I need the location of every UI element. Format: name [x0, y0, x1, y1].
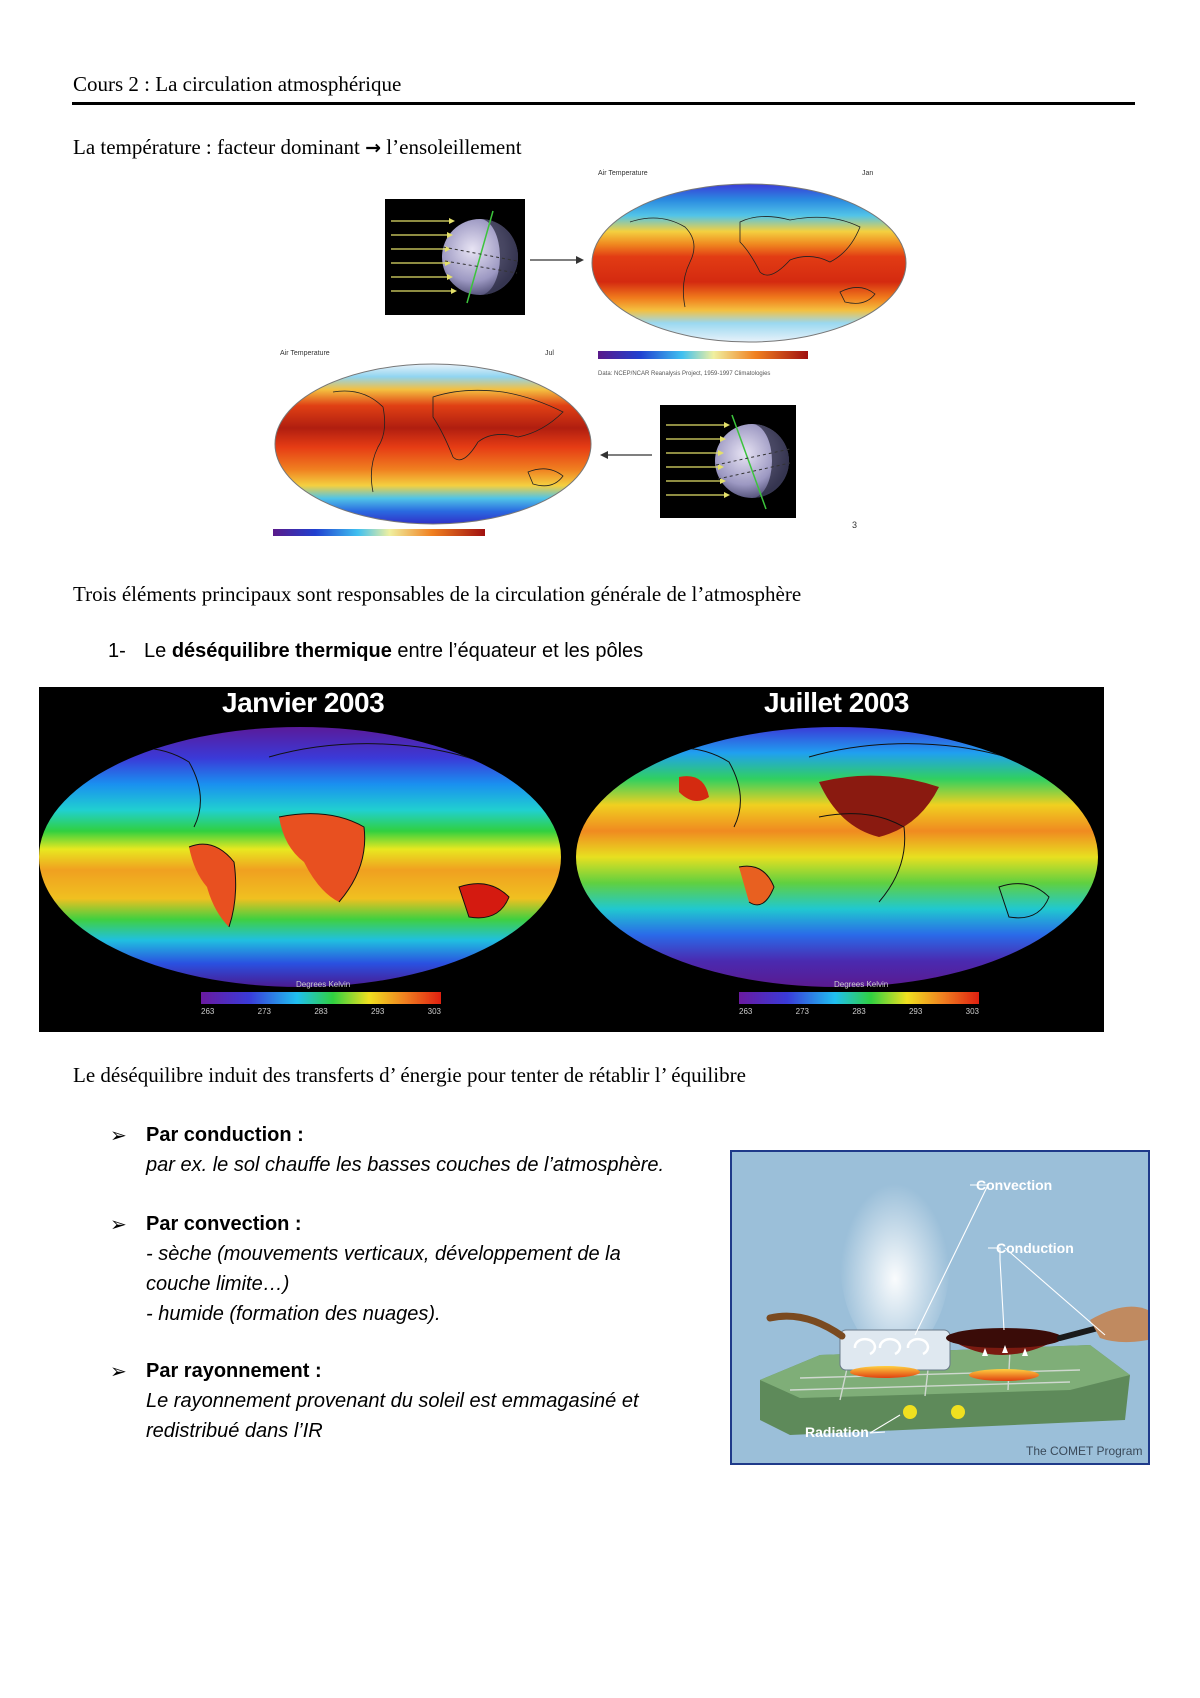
bullet-text: par ex. le sol chauffe les basses couches de l’atmosphère.: [146, 1154, 665, 1176]
globe-january-illustration: [385, 199, 525, 315]
page-title: Cours 2 : La circulation atmosphérique: [73, 72, 402, 96]
bullet-text: - sèche (mouvements verticaux, développement de la: [146, 1243, 621, 1265]
temperature-line-before: La température : facteur dominant: [73, 135, 366, 159]
july-color-scale: [273, 529, 485, 536]
bullet-text: Le rayonnement provenant du soleil est emmagasiné et: [146, 1390, 639, 1412]
kelvin-tick: 303: [427, 1007, 441, 1016]
arrow-to-july-map-icon: [600, 449, 652, 461]
kelvin-tick: 293: [908, 1007, 923, 1016]
globe-january-svg: [385, 199, 525, 315]
bullet-arrow-icon: ➢: [110, 1212, 127, 1236]
kelvin-tick: 293: [370, 1007, 385, 1016]
arrow-to-january-map-icon: [528, 254, 584, 266]
conduction-label: Conduction: [996, 1240, 1074, 1256]
kelvin-tick: 283: [852, 1007, 866, 1016]
kelvin-tick: 273: [257, 1007, 272, 1016]
bullet-text: - humide (formation des nuages).: [146, 1303, 441, 1325]
bullet-heading: Par rayonnement :: [146, 1360, 322, 1382]
kelvin-tick: 273: [795, 1007, 810, 1016]
comet-credit: The COMET Program: [1026, 1444, 1143, 1458]
jul-map-title: Air Temperature: [280, 350, 330, 357]
globe-july-illustration: [660, 405, 796, 518]
kelvin-ticks-left: [201, 1007, 441, 1016]
bullet-text: couche limite…): [146, 1273, 290, 1295]
satellite-maps-svg: [39, 687, 1104, 1032]
bullet-heading: Par conduction :: [146, 1124, 304, 1146]
convection-label: Convection: [976, 1177, 1053, 1193]
jul-map-month: Jul: [545, 350, 554, 357]
section-1-number: 1-: [108, 640, 126, 662]
bullet-rayonnement: [110, 1356, 639, 1446]
jan-map-month: Jan: [862, 170, 874, 177]
section-1-pre: Le: [144, 640, 172, 662]
kelvin-tick: 263: [739, 1007, 753, 1016]
kelvin-tick: 303: [965, 1007, 979, 1016]
section-1-bold: déséquilibre thermique: [171, 640, 392, 662]
bullet-convection: [110, 1209, 621, 1329]
desequilibre-sentence: Le déséquilibre induit des transferts d’ énergie pour tenter de rétablir l’ équilibre: [73, 1063, 746, 1087]
temperature-line: [73, 135, 522, 160]
kelvin-tick: 283: [314, 1007, 328, 1016]
arrow-right-icon: →: [365, 137, 382, 159]
january-air-temperature-map: [590, 182, 908, 344]
jan-map-caption: Data: NCEP/NCAR Reanalysis Project, 1959-1997 Climatologies: [598, 371, 771, 377]
kelvin-ticks-right: [739, 1007, 979, 1016]
intro-sentence: Trois éléments principaux sont responsables de la circulation générale de l’atmosphère: [73, 582, 802, 606]
jan-map-title: Air Temperature: [598, 170, 648, 177]
temperature-line-after: l’ensoleillement: [381, 135, 522, 159]
globe-july-svg: [660, 405, 796, 518]
july-air-temperature-map: [273, 362, 593, 526]
satellite-temperature-panel: [39, 687, 1104, 1032]
heat-transfer-diagram: [730, 1150, 1150, 1465]
bullet-conduction: [110, 1120, 665, 1180]
july-2003-label: Juillet 2003: [764, 687, 909, 718]
kelvin-scale-title-right: Degrees Kelvin: [834, 980, 889, 989]
kelvin-tick: 263: [201, 1007, 215, 1016]
january-color-scale: [598, 351, 808, 359]
bullet-text: redistribué dans l’IR: [146, 1420, 323, 1442]
corner-mark: 3: [852, 520, 858, 530]
heat-transfer-svg: [730, 1150, 1150, 1465]
kelvin-scale-title-left: Degrees Kelvin: [296, 980, 351, 989]
bullet-arrow-icon: ➢: [110, 1123, 127, 1147]
bullet-heading: Par convection :: [146, 1213, 302, 1235]
bullet-arrow-icon: ➢: [110, 1359, 127, 1383]
january-2003-label: Janvier 2003: [222, 687, 385, 718]
header-rule: [72, 102, 1135, 105]
section-1-heading: [108, 640, 643, 663]
section-1-post: entre l’équateur et les pôles: [391, 640, 644, 662]
radiation-label: Radiation: [805, 1424, 869, 1440]
